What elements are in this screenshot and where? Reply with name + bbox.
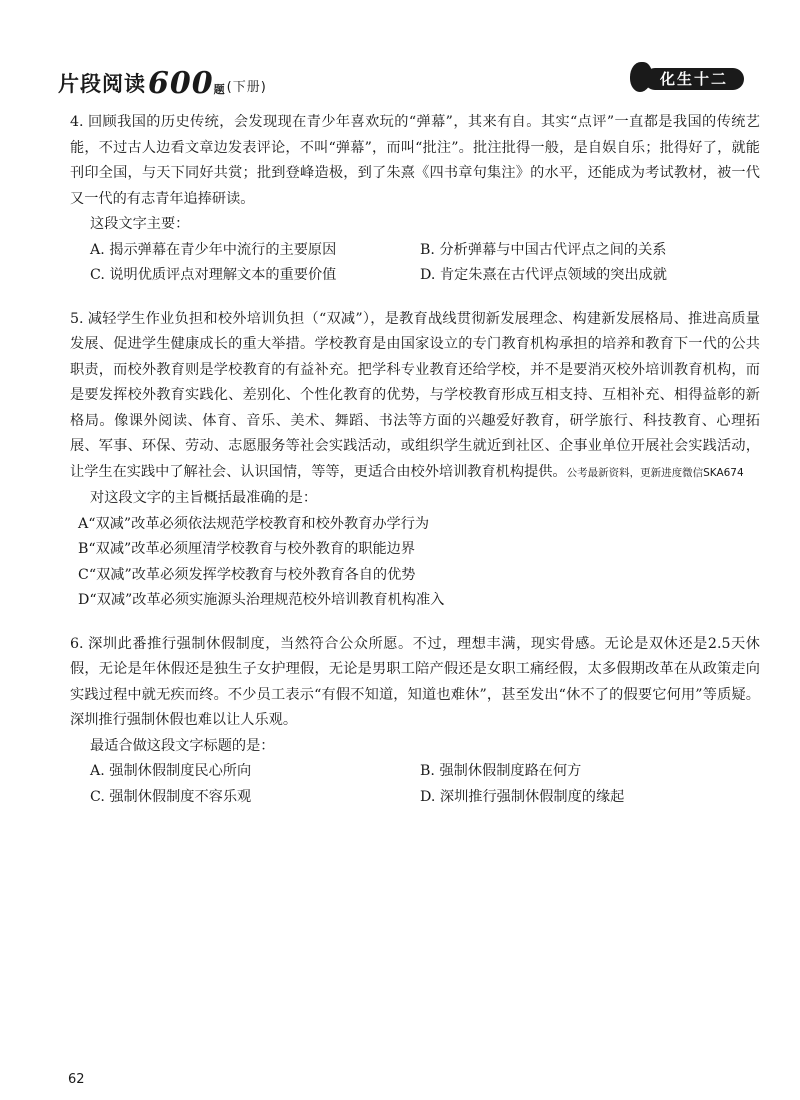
question-number: 5. bbox=[70, 310, 84, 327]
option-c: C. 说明优质评点对理解文本的重要价值 bbox=[90, 267, 337, 283]
question-4 bbox=[70, 110, 760, 289]
book-title-number: 600 bbox=[148, 66, 214, 101]
question-prompt: 最适合做这段文字标题的是： bbox=[90, 737, 275, 754]
option-b: B“双减”改革必须厘清学校教育与校外教育的职能边界 bbox=[78, 541, 416, 557]
options bbox=[70, 759, 760, 810]
option-b: B. 强制休假制度路在何方 bbox=[420, 763, 582, 779]
questions-area bbox=[70, 110, 760, 828]
option-c: C. 强制休假制度不容乐观 bbox=[90, 788, 252, 805]
question-text: 回顾我国的历史传统，会发现现在青少年喜欢玩的“弹幕”，其来有自。其实“点评”一直都是我国的传统艺能，不过古人边看文章边发表评论，不叫“弹幕”，而叫“批注”。批注批得一般，是自娱自乐；批得好了，就能刊印全国，与天下同好共赏；批到登峰造极，到了朱熹《四书章句集注》的水平，还能成为考试教材，被一代又一代的有志青年追捧研读。 bbox=[70, 114, 760, 207]
question-stem bbox=[70, 110, 760, 212]
options bbox=[70, 238, 760, 289]
question-stem bbox=[70, 632, 760, 734]
option-c: C“双减”改革必须发挥学校教育与校外教育各自的优势 bbox=[78, 566, 416, 583]
question-prompt: 这段文字主要： bbox=[90, 216, 190, 232]
book-title-volume: (下册) bbox=[226, 80, 267, 95]
page-header bbox=[58, 60, 748, 100]
option-b: B. 分析弹幕与中国古代评点之间的关系 bbox=[420, 241, 667, 258]
option-d: D. 肯定朱熹在古代评点领域的突出成就 bbox=[420, 267, 667, 283]
question-6 bbox=[70, 632, 760, 811]
logo-text: 化生十二 bbox=[644, 68, 744, 90]
book-title-prefix: 片段阅读 bbox=[58, 72, 146, 96]
question-prompt: 对这段文字的主旨概括最准确的是： bbox=[90, 490, 318, 506]
option-a: A“双减”改革必须依法规范学校教育和校外教育办学行为 bbox=[78, 515, 430, 532]
book-title-suffix: 题 bbox=[213, 83, 226, 96]
page-number: 62 bbox=[68, 1072, 85, 1087]
question-5 bbox=[70, 307, 760, 614]
options bbox=[70, 512, 760, 614]
publisher-logo bbox=[630, 60, 748, 96]
question-number: 4. bbox=[70, 114, 84, 130]
book-title bbox=[58, 66, 267, 101]
option-d: D. 深圳推行强制休假制度的缘起 bbox=[420, 788, 625, 805]
question-number: 6. bbox=[70, 635, 84, 652]
question-text: 减轻学生作业负担和校外培训负担（“双减”），是教育战线贯彻新发展理念、构建新发展格局、推进高质量发展、促进学生健康成长的重大举措。学校教育是由国家设立的专门教育机构承担的培养和教育下一代的公共职责，而校外教育则是学校教育的有益补充。把学科专业教育还给学校，并不是要消灭校外培训教育机构，而是要发挥校外教育实践化、差别化、个性化教育的优势，与学校教育形成互相支持、互相补充、相得益彰的新格局。像课外阅读、体育、音乐、美术、舞蹈、书法等方面的兴趣爱好教育，研学旅行、科技教育、心理拓展、军事、环保、劳动、志愿服务等社会实践活动，或组织学生就近到社区、企事业单位开展社会实践活动，让学生在实践中了解社会、认识国情，等等，更适合由校外培训教育机构提供。 bbox=[70, 310, 760, 480]
option-d: D“双减”改革必须实施源头治理规范校外培训教育机构准入 bbox=[78, 592, 445, 608]
question-text: 深圳此番推行强制休假制度，当然符合公众所愿。不过，理想丰满，现实骨感。无论是双休还是2.5天休假，无论是年休假还是独生子女护理假，无论是男职工陪产假还是女职工痛经假，太多假期改革在从政策走向实践过程中就无疾而终。不少员工表示“有假不知道，知道也难休”，甚至发出“休不了的假要它何用”等质疑。深圳推行强制休假也难以让人乐观。 bbox=[70, 635, 760, 728]
inline-note: 公考最新资料，更新进度微信SKA674 bbox=[566, 466, 744, 479]
option-a: A. 揭示弹幕在青少年中流行的主要原因 bbox=[90, 241, 337, 258]
option-a: A. 强制休假制度民心所向 bbox=[90, 763, 252, 779]
question-stem bbox=[70, 307, 760, 487]
